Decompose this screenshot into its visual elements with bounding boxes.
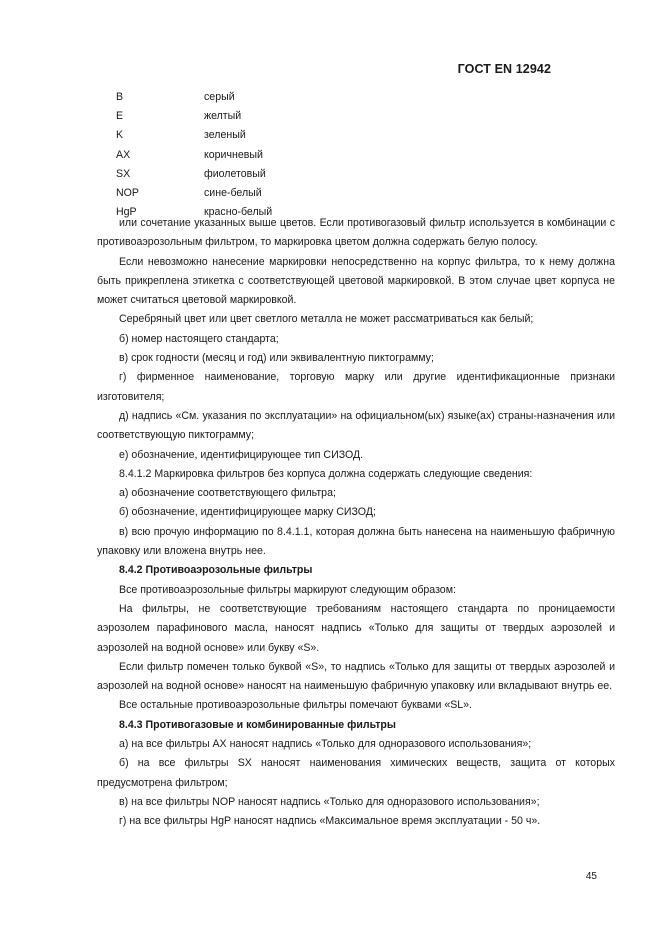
- list-item: а) на все фильтры AX наносят надпись «Только для одноразового использования»;: [119, 738, 532, 751]
- paragraph: На фильтры, не соответствующие требованиям настоящего стандарта по проницаемости аэрозолем парафинового масла, наносят надпись «Только для защиты от твердых аэрозолей и аэрозолей на водной основе» или букву «S».: [97, 602, 615, 654]
- document-code: ГОСТ EN 12942: [457, 62, 551, 76]
- list-item: в) всю прочую информацию по 8.4.1.1, которая должна быть нанесена на наименьшую фабричную упаковку или вложена внутрь нее.: [97, 525, 615, 558]
- paragraph: или сочетание указанных выше цветов. Если противогазовый фильтр используется в комбинации с противоаэрозольным фильтром, то маркировка цветом должна содержать белую полосу.: [97, 217, 615, 249]
- color-code-table: [116, 87, 272, 222]
- page-number: 45: [585, 871, 597, 882]
- list-item: г) фирменное наименование, торговую марку или другие идентификационные признаки изготовителя;: [97, 371, 615, 403]
- paragraph: Серебряный цвет или цвет светлого металла не может рассматриваться как белый;: [119, 313, 534, 326]
- paragraph: Если фильтр помечен только буквой «S», то надпись «Только для защиты от твердых аэрозолей и аэрозолей на водной основе» наносят на наименьшую фабричную упаковку или вкладывают внутрь ее.: [97, 660, 615, 693]
- filter-color: желтый: [204, 109, 242, 122]
- list-item: в) на все фильтры NOP наносят надпись «Только для одноразового использования»;: [119, 795, 540, 808]
- list-item: г) на все фильтры HgP наносят надпись «Максимальное время эксплуатации - 50 ч».: [119, 815, 541, 828]
- section-heading-8-4-3: 8.4.3 Противогазовые и комбинированные фильтры: [119, 718, 396, 731]
- list-item: б) на все фильтры SX наносят наименования химических веществ, защита от которых предусмотрена фильтром;: [97, 757, 615, 789]
- filter-code: HgP: [116, 206, 137, 219]
- color-code-row: [116, 87, 272, 106]
- filter-color: фиолетовый: [204, 167, 266, 180]
- list-item: б) обозначение, идентифицирующее марку СИЗОД;: [119, 506, 376, 519]
- filter-color: коричневый: [204, 148, 263, 161]
- section-heading-8-4-2: 8.4.2 Противоаэрозольные фильтры: [119, 564, 313, 577]
- list-item: е) обозначение, идентифицирующее тип СИЗОД.: [119, 448, 364, 461]
- filter-color: сине-белый: [204, 187, 262, 200]
- paragraph: Все остальные противоаэрозольные фильтры помечают буквами «SL».: [119, 699, 473, 712]
- filter-code: K: [116, 129, 124, 142]
- list-item: б) номер настоящего стандарта;: [119, 332, 279, 345]
- color-code-row: [116, 164, 272, 183]
- paragraph: Все противоаэрозольные фильтры маркируют следующим образом:: [119, 583, 456, 596]
- filter-color: зеленый: [204, 129, 246, 142]
- list-item: д) надпись «См. указания по эксплуатации» на официальном(ых) языке(ах) страны-назначения или соответствующую пиктограмму;: [97, 409, 615, 442]
- filter-code: B: [116, 90, 124, 103]
- document-body: [97, 214, 615, 832]
- filter-code: AX: [116, 148, 131, 161]
- filter-code: E: [116, 109, 124, 122]
- clause-8-4-1-2: 8.4.1.2 Маркировка фильтров без корпуса должна содержать следующие сведения:: [119, 467, 533, 480]
- filter-code: SX: [116, 167, 131, 180]
- color-code-row: [116, 145, 272, 164]
- color-code-row: [116, 183, 272, 202]
- filter-color: серый: [204, 90, 235, 103]
- paragraph: Если невозможно нанесение маркировки непосредственно на корпус фильтра, то к нему должна быть прикреплена этикетка с соответствующей цветовой маркировкой. В этом случае цвет корпуса не может считаться цветовой маркировкой.: [97, 255, 615, 307]
- list-item: а) обозначение соответствующего фильтра;: [119, 487, 336, 500]
- list-item: в) срок годности (месяц и год) или эквивалентную пиктограмму;: [119, 352, 434, 365]
- filter-code: NOP: [116, 187, 139, 200]
- filter-color: красно-белый: [204, 206, 273, 219]
- color-code-row: [116, 106, 272, 125]
- color-code-row: [116, 126, 272, 145]
